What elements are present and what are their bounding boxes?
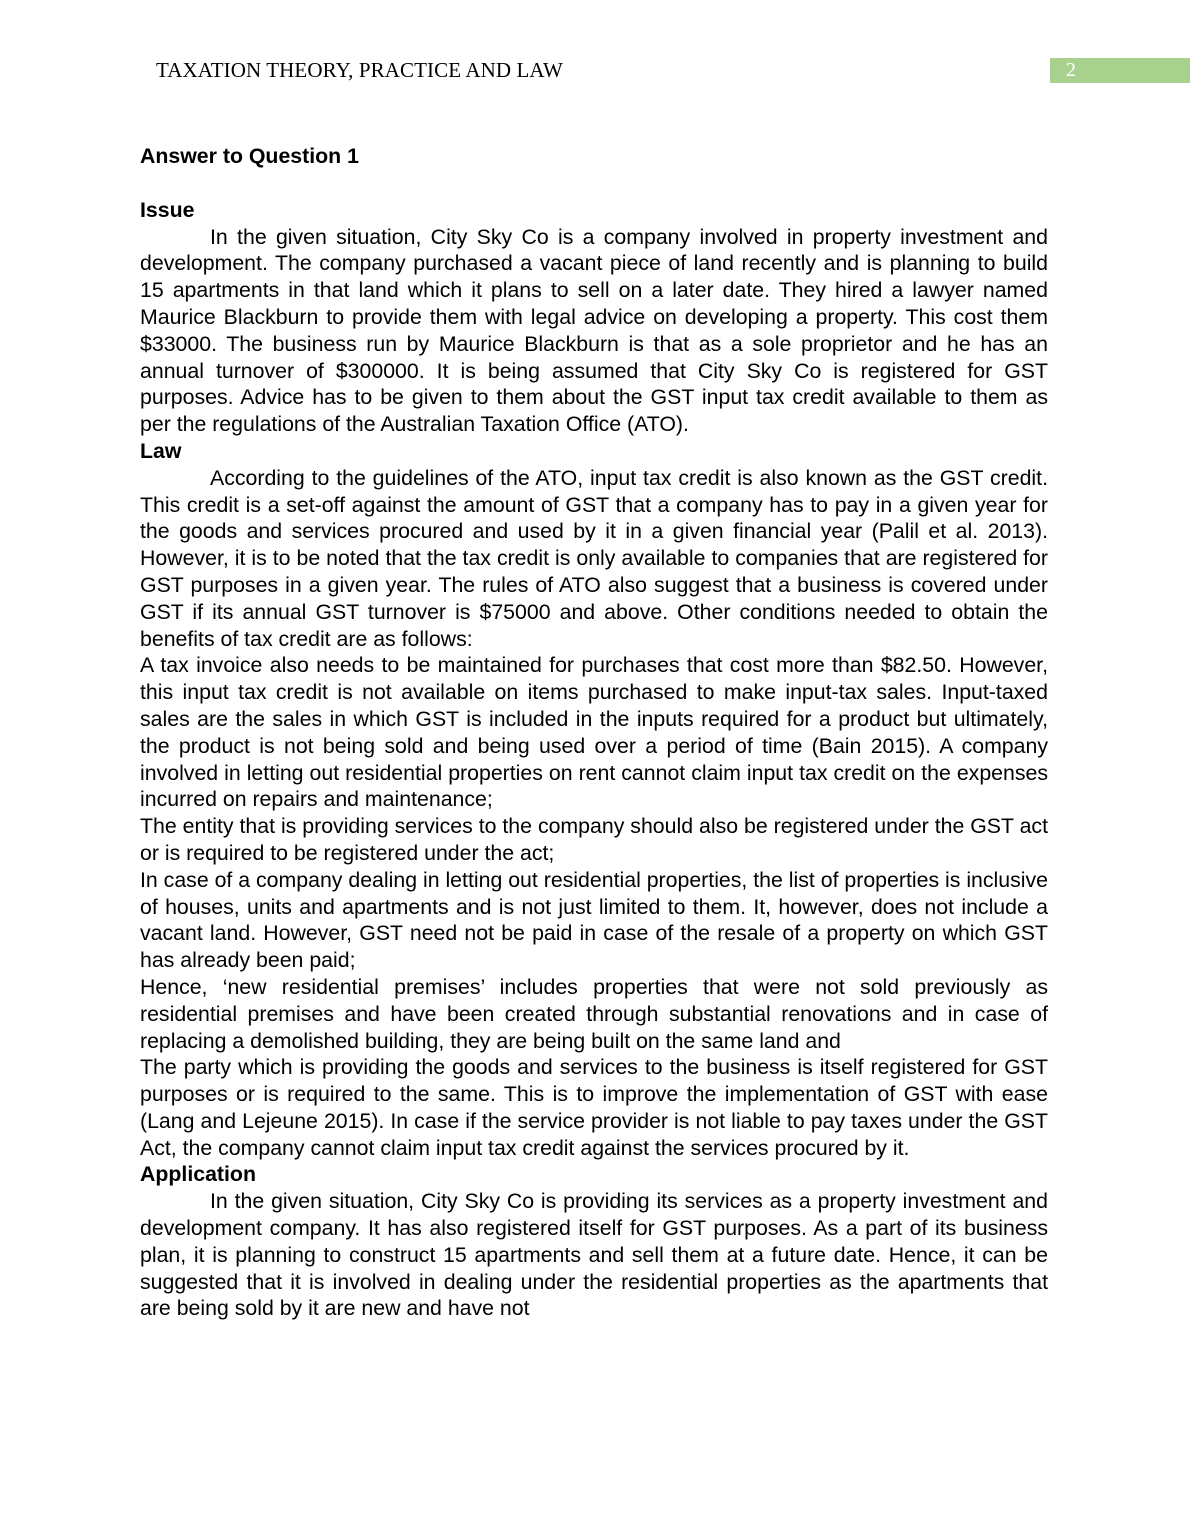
issue-paragraph: In the given situation, City Sky Co is a company involved in property investment and development. The company purchased a vacant piece of land recently and is planning to build 15 apartments in that land which it plans to sell on a later date. They hired a lawyer named Maurice Blackburn to provide them with legal advice on developing a property. This cost them $33000. The business run by Maurice Blackburn is that as a sole proprietor and he has an annual turnover of $300000. It is being assumed that City Sky Co is registered for GST purposes. Advice has to be given to them about the GST input tax credit available to them as per the regulations of the Australian Taxation Office (ATO).: [140, 224, 1048, 437]
law-paragraph-5: Hence, ‘new residential premises’ includes properties that were not sold previously as residential premises and have been created through substantial renovations and in case of replacing a demolished building, they are being built on the same land and: [140, 974, 1048, 1053]
law-paragraph-6: The party which is providing the goods and services to the business is itself registered for GST purposes or is required to the same. This is to improve the implementation of GST with ease (Lang and Lejeune 2015). In case if the service provider is not liable to pay taxes under the GST Act, the company cannot claim input tax credit against the services procured by it.: [140, 1055, 1048, 1160]
law-paragraph-4: In case of a company dealing in letting out residential properties, the list of properties is inclusive of houses, units and apartments and is not just limited to them. It, however, does not include a vacant land. However, GST need not be paid in case of the resale of a property on which GST has already been paid;: [140, 867, 1048, 973]
law-heading: Law: [140, 438, 182, 463]
law-paragraph-2: A tax invoice also needs to be maintained for purchases that cost more than $82.50. However, this input tax credit is not available on items purchased to make input-tax sales. Input-taxed sales are the sales in which GST is included in the inputs required for a product but ultimately, the product is not being sold and being used over a period of time (Bain 2015). A company involved in letting out residential properties on rent cannot claim input tax credit on the expenses incurred on repairs and maintenance;: [140, 653, 1048, 812]
application-heading: Application: [140, 1162, 256, 1187]
page-number: 2: [1050, 58, 1190, 83]
law-paragraph-3: The entity that is providing services to the company should also be registered under the GST act or is required to be registered under the act;: [140, 814, 1048, 865]
issue-heading: Issue: [140, 197, 195, 222]
running-header-title: TAXATION THEORY, PRACTICE AND LAW: [156, 58, 563, 82]
law-paragraph-1: According to the guidelines of the ATO, input tax credit is also known as the GST credit. This credit is a set-off against the amount of GST that a company has to pay in a given year for the goods and services procured and used by it in a given financial year (Palil et al. 2013). However, it is to be noted that the tax credit is only available to companies that are registered for GST purposes in a given year. The rules of ATO also suggest that a business is covered under GST if its annual GST turnover is $75000 and above. Other conditions needed to obtain the benefits of tax credit are as follows:: [140, 465, 1048, 651]
main-heading: Answer to Question 1: [140, 144, 359, 168]
document-body: [140, 143, 1048, 1322]
application-paragraph: In the given situation, City Sky Co is providing its services as a property investment and development company. It has also registered itself for GST purposes. As a part of its business plan, it is planning to construct 15 apartments and sell them at a future date. Hence, it can be suggested that it is involved in dealing under the residential properties as the apartments that are being sold by it are new and have not: [140, 1189, 1048, 1321]
